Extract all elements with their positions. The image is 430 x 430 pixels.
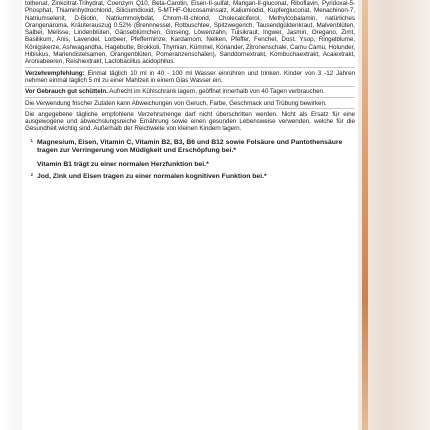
claim-item xyxy=(25,139,355,155)
claim-marker: ² xyxy=(30,172,33,180)
claim-item xyxy=(25,173,355,181)
shake-heading: Vor Gebrauch gut schütteln. xyxy=(25,88,108,96)
product-label xyxy=(22,0,358,430)
divider xyxy=(25,67,355,68)
dosage-paragraph xyxy=(25,70,355,85)
health-claims xyxy=(25,139,355,181)
claim-marker: ¹ xyxy=(30,138,33,146)
divider xyxy=(25,97,355,98)
divider xyxy=(25,86,355,87)
left-edge-shadow xyxy=(0,0,22,430)
claim-item xyxy=(25,161,355,169)
ingredients-list: tothenat, Zinkcitrat-Trihydrat, Coenzym Q10, Beta-Carotin, Eisen-II-sulfat, Mangan-II-gluconat, Riboflavin, Pyridoxal-5-Phosphat, Thiaminhydrochlorid, Siliciumdioxid, 5-MTHF-Glucosaminsalz, Kaliumiodid, Kupfergluconat, Menachinon-7, Natriumselenit, D-Biotin, Natriummolybdat, Chrom-III-chlorid, Cholecalciferol, Methylcobalamin, natürliches Orangenaroma, Kräuterauszug 0.52% (Brennnessel, Rotbuschtee, Spitzwegerich, Tausendgüldenkraut, Malvenblüten, Salbei, Melisse, Lindenblüten, Gänseblümchen, Ginseng, Löwenzahn, Tulsikraut, Ingwer, Jasmin, Oregano, Zimt, Basilikum, Anis, Lavendel, Lorbeer, Pfefferminze, Kardamom, Nelken, Pfeffer, Fenchel, Dost, Ysop, Ringelblume, Königskerze, Ashwagandha, Hagebutte, Brokkoli, Thymian, Kümmel, Koriander, Zitronenschale, Camu Camu, Holunder, Hibiskus, Mariendistelsamen, Orangenblüten, Pomeranzenschalen), Sanddornextrakt, Kombuchaextrakt, Acaiextrakt, Aroniabeeren, Reishiextrakt, Lactobacillus acidophilus. xyxy=(25,0,355,66)
shake-paragraph xyxy=(25,88,355,95)
natural-ingredients-note: Die Verwendung frischer Zutaten kann Abweichungen von Geruch, Farbe, Geschmack und Trübung bewirken. xyxy=(25,99,327,107)
dosage-heading: Verzehrempfehlung: xyxy=(25,69,85,77)
dosage-text: Einmal täglich 10 ml in 40 - 100 ml Wasser einrühren und trinken. Kinder von 3 -12 Jahren nehmen einmal täglich 5 ml zu einer Mahlzeit in einem Glas Wasser ein. xyxy=(25,69,356,84)
shake-text: Aufrecht im Kühlschrank lagern, geöffnet innerhalb von 40 Tagen verbrauchen. xyxy=(109,88,325,96)
warning-text: Die angegebene tägliche empfohlene Verzehrsmenge darf nicht überschritten werden. Nicht als Ersatz für eine ausgewogene und abwechslungsreiche Ernährung sowie einen gesunden Lebensweise verwenden, welche für die Gesundheit wichtig sind. Außerhalb der Reichweite von kleinen Kindern lagern. xyxy=(25,110,355,133)
claim-text: Magnesium, Eisen, Vitamin C, Vitamin B2, B3, B6 und B12 sowie Folsäure und Pantothensäure tragen zur Verringerung von Müdigkeit und Erschöpfung bei.* xyxy=(37,138,343,154)
orange-accent-stripe xyxy=(362,0,368,430)
bottle-background xyxy=(358,0,430,430)
claim-text: Jod, Zink und Eisen tragen zu einer normalen kognitiven Funktion bei.* xyxy=(37,172,267,180)
claim-text: Vitamin B1 trägt zu einer normalen Herzfunktion bei.* xyxy=(37,160,209,168)
divider xyxy=(25,108,355,109)
